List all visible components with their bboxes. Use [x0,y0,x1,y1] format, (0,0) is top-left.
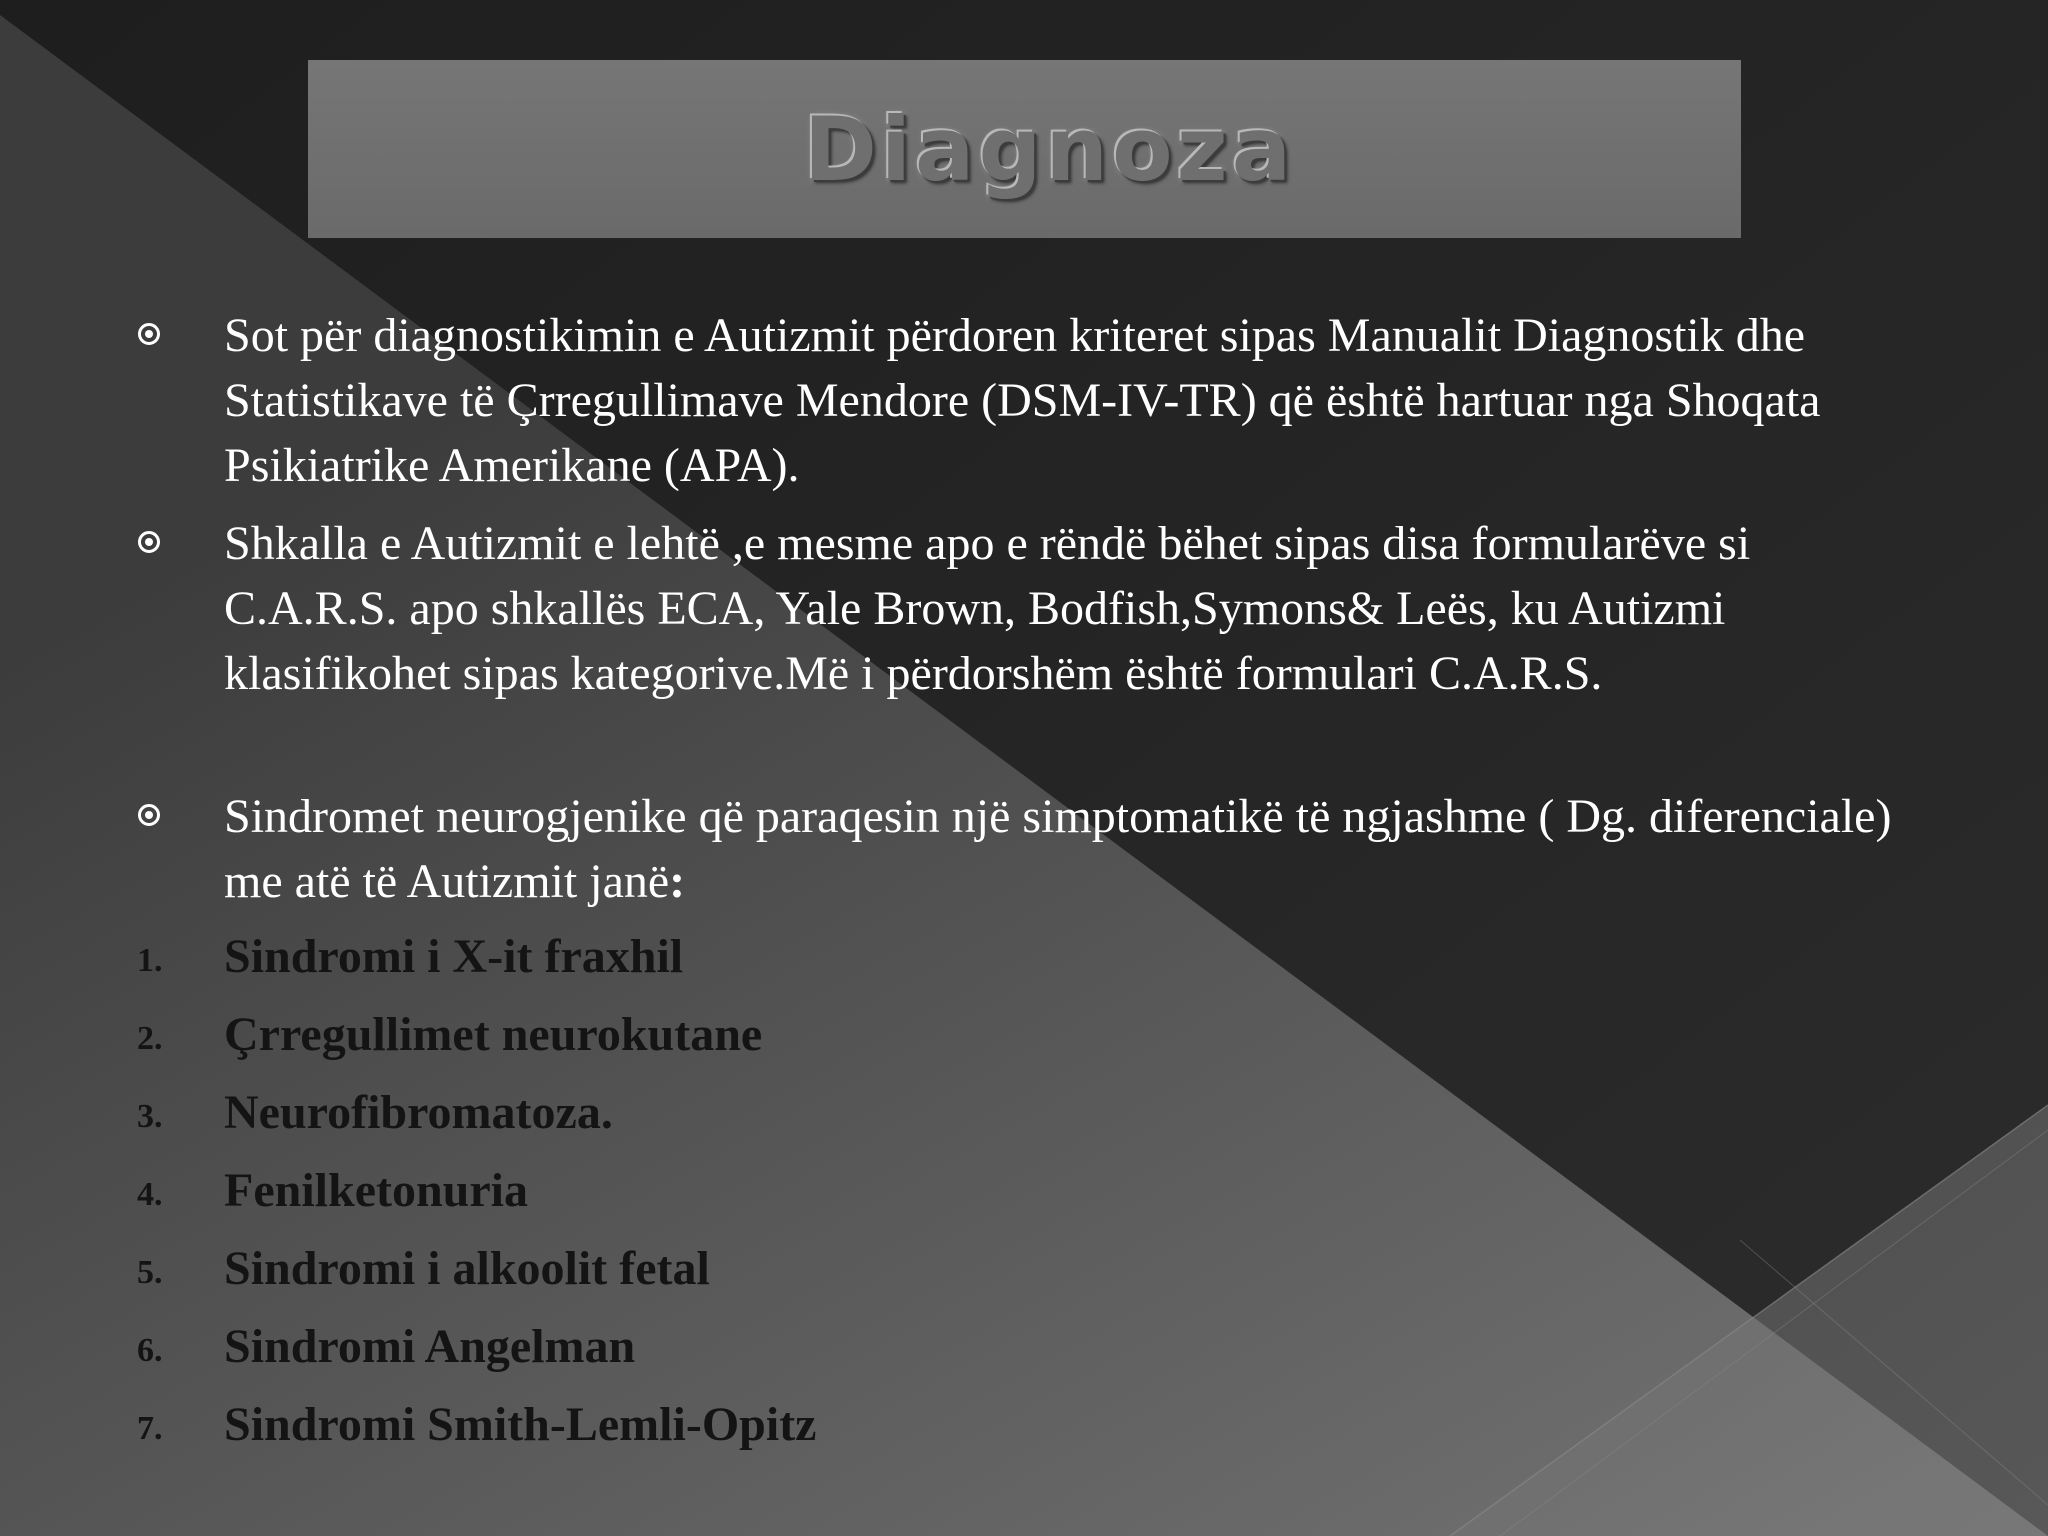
list-number: 5. [137,1254,163,1291]
list-number: 3. [137,1098,163,1135]
list-text: Sindromi Angelman [224,1320,636,1373]
bullet-item-3 [224,784,1924,914]
list-text: Sindromi i X-it fraxhil [224,930,684,983]
numbered-item-5 [137,1239,710,1299]
bullet-text: Shkalla e Autizmit e lehtë ,e mesme apo e rëndë bëhet sipas disa formularëve si C.A.R.S. apo shkallës ECA, Yale Brown, Bodfish,Symons& Leës, ku Autizmi klasifikohet sipas kategorive.Më i përdorshëm është formulari C.A.R.S. [224,517,1751,700]
list-number: 2. [137,1020,163,1057]
numbered-item-2 [137,1005,763,1065]
numbered-item-6 [137,1317,636,1377]
bullet-text: Sot për diagnostikimin e Autizmit përdoren kriteret sipas Manualit Diagnostik dhe Statistikave të Çrregullimave Mendore (DSM-IV-TR) që është hartuar nga Shoqata Psikiatrike Amerikane (APA). [224,309,1821,492]
numbered-item-4 [137,1161,529,1221]
numbered-item-1 [137,927,684,987]
bullet-icon [138,323,160,345]
list-text: Sindromi i alkoolit fetal [224,1242,710,1295]
bullet-text: Sindromet neurogjenike që paraqesin një simptomatikë të ngjashme ( Dg. diferenciale) me atë të Autizmit janë [224,790,1892,908]
numbered-item-7 [137,1395,817,1455]
list-text: Sindromi Smith-Lemli-Opitz [224,1398,817,1451]
list-text: Neurofibromatoza. [224,1086,613,1139]
list-number: 6. [137,1332,163,1369]
list-text: Çrregullimet neurokutane [224,1008,763,1061]
list-number: 1. [137,942,163,979]
list-number: 4. [137,1176,163,1213]
numbered-item-3 [137,1083,613,1143]
bullet-colon: : [669,855,686,908]
slide-title: Diagnoza [803,97,1296,201]
list-number: 7. [137,1410,163,1447]
bullet-icon [138,804,160,826]
bullet-item-1 [224,303,1924,498]
bullet-item-2 [224,511,1924,706]
list-text: Fenilketonuria [224,1164,529,1217]
bullet-icon [138,531,160,553]
